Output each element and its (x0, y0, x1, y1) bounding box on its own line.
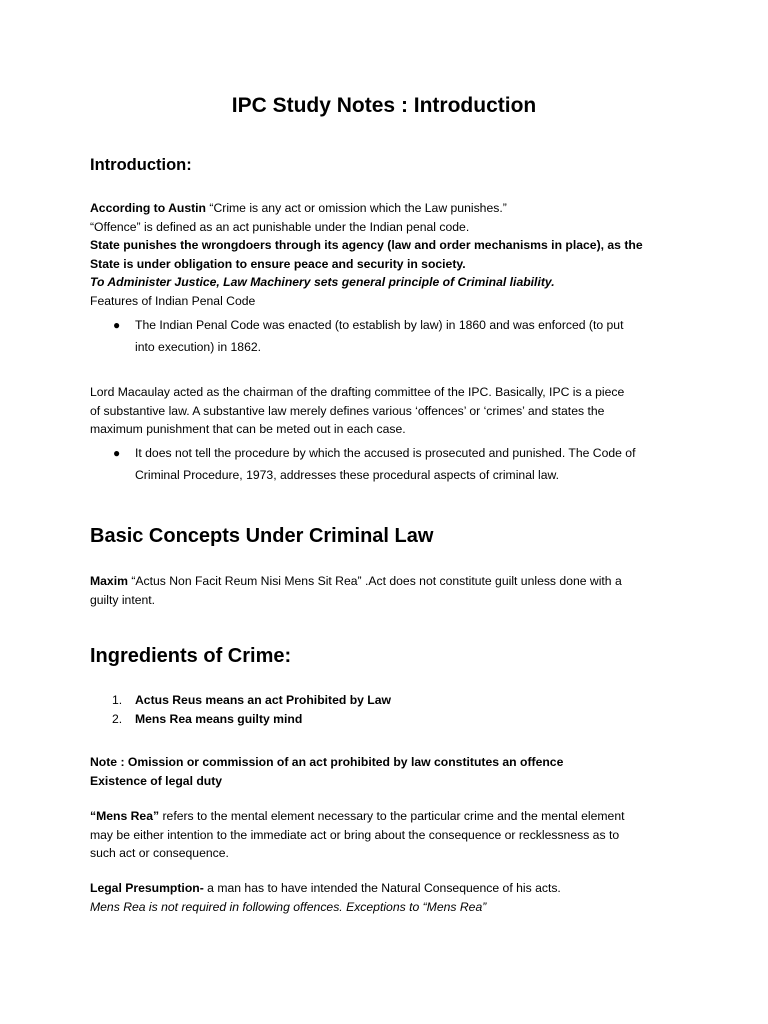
mens-rea-line-2: may be either intention to the immediate act or bring about the consequence or recklessness as to (90, 827, 620, 842)
offence-line: “Offence” is defined as an act punishable under the Indian penal code. (90, 219, 470, 234)
austin-paragraph (90, 199, 507, 218)
bullet-2-line-2: Criminal Procedure, 1973, addresses these procedural aspects of criminal law. (135, 468, 560, 482)
mens-rea-label: “Mens Rea” (90, 809, 160, 823)
maxim-label: Maxim (90, 574, 128, 588)
page-title: IPC Study Notes : Introduction (231, 94, 537, 117)
macaulay-line-3: maximum punishment that can be meted out in each case. (90, 422, 406, 436)
intro-heading: Introduction: (90, 156, 192, 174)
list-item-mens-rea: Mens Rea means guilty mind (135, 712, 303, 726)
note-line-1: Note : Omission or commission of an act prohibited by law constitutes an offence (90, 755, 564, 769)
bullet-marker: ● (113, 446, 121, 460)
bullet-1-line-2: into execution) in 1862. (135, 340, 262, 354)
note-line-2: Existence of legal duty (90, 773, 223, 788)
justice-line: To Administer Justice, Law Machinery sets general principle of Criminal liability. (90, 275, 555, 289)
state-line-2: State is under obligation to ensure peace and security in society. (90, 256, 466, 271)
mens-rea-paragraph (90, 807, 624, 826)
macaulay-line-1: Lord Macaulay acted as the chairman of the drafting committee of the IPC. Basically, IPC is a piece (90, 385, 625, 399)
legal-presumption-text: a man has to have intended the Natural Consequence of his acts. (203, 881, 561, 895)
bullet-marker: ● (113, 318, 121, 332)
maxim-text: “Actus Non Facit Reum Nisi Mens Sit Rea” .Act does not constitute guilt unless done with a (127, 574, 622, 588)
list-number: 2. (112, 712, 123, 726)
list-item-actus-reus: Actus Reus means an act Prohibited by Law (135, 693, 392, 707)
ingredients-heading: Ingredients of Crime: (90, 645, 292, 667)
bullet-1-line-1: The Indian Penal Code was enacted (to establish by law) in 1860 and was enforced (to put (135, 318, 624, 332)
features-line: Features of Indian Penal Code (90, 293, 256, 308)
exceptions-line: Mens Rea is not required in following offences. Exceptions to “Mens Rea” (90, 899, 487, 914)
legal-presumption-paragraph (90, 879, 561, 898)
macaulay-line-2: of substantive law. A substantive law merely defines various ‘offences’ or ‘crimes’ and states the (90, 403, 605, 418)
maxim-paragraph (90, 572, 622, 591)
mens-rea-text: refers to the mental element necessary to the particular crime and the mental element (159, 809, 625, 823)
austin-text: “Crime is any act or omission which the Law punishes.” (206, 201, 507, 215)
bullet-2-line-1: It does not tell the procedure by which the accused is prosecuted and punished. The Code of (135, 446, 636, 460)
mens-rea-line-3: such act or consequence. (90, 846, 229, 860)
maxim-line-2: guilty intent. (90, 593, 156, 607)
list-number: 1. (112, 693, 123, 707)
austin-label: According to Austin (90, 201, 207, 215)
state-line-1: State punishes the wrongdoers through its agency (law and order mechanisms in place), as the (90, 238, 643, 252)
basic-concepts-heading: Basic Concepts Under Criminal Law (90, 525, 434, 547)
legal-presumption-label: Legal Presumption- (90, 881, 204, 895)
